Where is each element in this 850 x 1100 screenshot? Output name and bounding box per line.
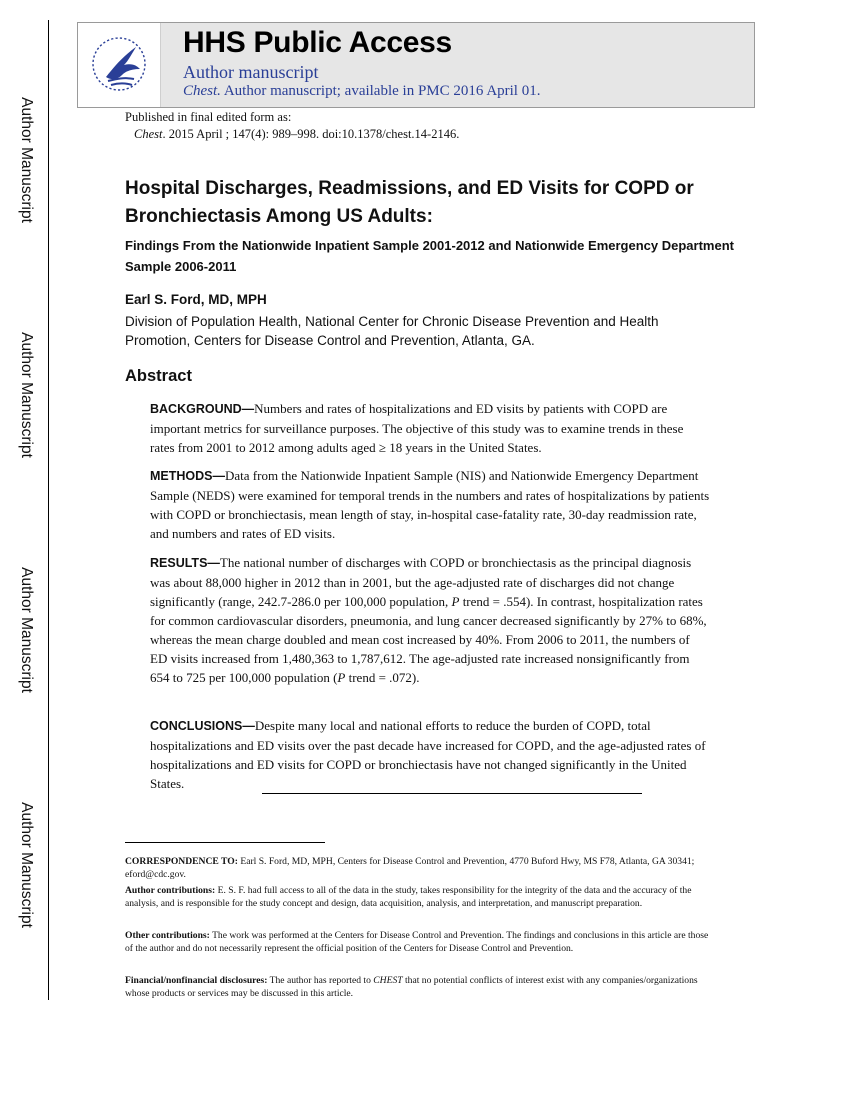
footnote-other-contributions: Other contributions: The work was performed at the Centers for Disease Control and Prevention. The findings and conclusions in this article are those of the author and do not necessarily represent the official position of the Centers for Disease Control and Prevention.	[125, 930, 709, 954]
banner-title-area	[161, 23, 754, 107]
hhs-header-banner	[77, 22, 755, 108]
author-manuscript-label: Author manuscript	[183, 62, 319, 82]
hhs-title: HHS Public Access	[183, 26, 452, 59]
author-affiliation: Division of Population Health, National Center for Chronic Disease Prevention and Health Promotion, Centers for Disease Control and Prevention, Atlanta, GA.	[125, 314, 659, 348]
abstract-methods: METHODS—Data from the Nationwide Inpatient Sample (NIS) and Nationwide Emergency Department Sample (NEDS) were examined for temporal trends in the numbers and rates of hospitalizations by patients with COPD or bronchiectasis, mean length of stay, in-hospital case-fatality rate, 30-day readmission rate, and numbers and rates of ED visits.	[150, 468, 710, 541]
section-label: RESULTS—	[150, 556, 220, 570]
footnote-correspondence: CORRESPONDENCE TO: Earl S. Ford, MD, MPH, Centers for Disease Control and Prevention, 4770 Buford Hwy, MS F78, Atlanta, GA 30341; eford@cdc.gov.	[125, 856, 695, 880]
abstract-results: RESULTS—The national number of discharges with COPD or bronchiectasis as the principal diagnosis was about 88,000 higher in 2012 than in 2001, but the age-adjusted rate of discharges did not change significantly (range, 242.7-286.0 per 100,000 population, P trend = .554). In contrast, hospitalization rates for common cardiovascular disorders, pneumonia, and lung cancer decreased significantly by 27% to 68%, whereas the mean charge doubled and mean cost increased by 40%. From 2006 to 2011, the numbers of ED visits increased from 1,480,363 to 1,787,612. The age-adjusted rate increased nonsignificantly from 654 to 725 per 100,000 population (P trend = .072).	[150, 555, 707, 685]
section-label: METHODS—	[150, 469, 225, 483]
margin-label: Author Manuscript	[18, 97, 35, 223]
abstract-end-rule	[262, 793, 642, 794]
footnote-disclosures: Financial/nonfinancial disclosures: The author has reported to CHEST that no potential conflicts of interest exist with any companies/organizations whose products or services may be discussed in this article.	[125, 975, 698, 999]
publication-intro: Published in final edited form as:	[125, 110, 292, 124]
footnote-author-contributions: Author contributions: E. S. F. had full access to all of the data in the study, takes responsibility for the integrity of the data and the accuracy of the analysis, and is responsible for the study concept and design, data acquisition, analysis, and interpretation, and manuscript preparation.	[125, 885, 692, 909]
section-label: BACKGROUND—	[150, 402, 255, 416]
article-subtitle: Findings From the Nationwide Inpatient Sample 2001-2012 and Nationwide Emergency Department Sample 2006-2011	[125, 238, 734, 274]
author-name: Earl S. Ford, MD, MPH	[125, 292, 267, 307]
footnote-rule	[125, 842, 325, 843]
citation: Chest. 2015 April ; 147(4): 989–998. doi:10.1378/chest.14-2146.	[134, 127, 460, 141]
abstract-background: BACKGROUND—Numbers and rates of hospitalizations and ED visits by patients with COPD are important metrics for surveillance purposes. The objective of this study was to examine trends in these rates from 2001 to 2012 among adults aged ≥ 18 years in the United States.	[150, 401, 684, 455]
publication-info	[125, 109, 459, 143]
margin-label: Author Manuscript	[18, 802, 35, 928]
margin-label: Author Manuscript	[18, 567, 35, 693]
section-label: CONCLUSIONS—	[150, 719, 255, 733]
abstract-heading: Abstract	[125, 367, 192, 385]
margin-label: Author Manuscript	[18, 332, 35, 458]
margin-rule	[48, 20, 49, 1000]
abstract-conclusions: CONCLUSIONS—Despite many local and national efforts to reduce the burden of COPD, total hospitalizations and ED visits over the past decade have increased for COPD, and the age-adjusted rates of hospitalizations and ED visits for COPD or bronchiectasis have not changed significantly in the United States.	[150, 718, 706, 791]
hhs-eagle-logo	[78, 23, 161, 107]
journal-availability: Chest. Author manuscript; available in PMC 2016 April 01.	[183, 83, 541, 99]
article-title: Hospital Discharges, Readmissions, and ED Visits for COPD or Bronchiectasis Among US Adults:	[125, 178, 694, 227]
